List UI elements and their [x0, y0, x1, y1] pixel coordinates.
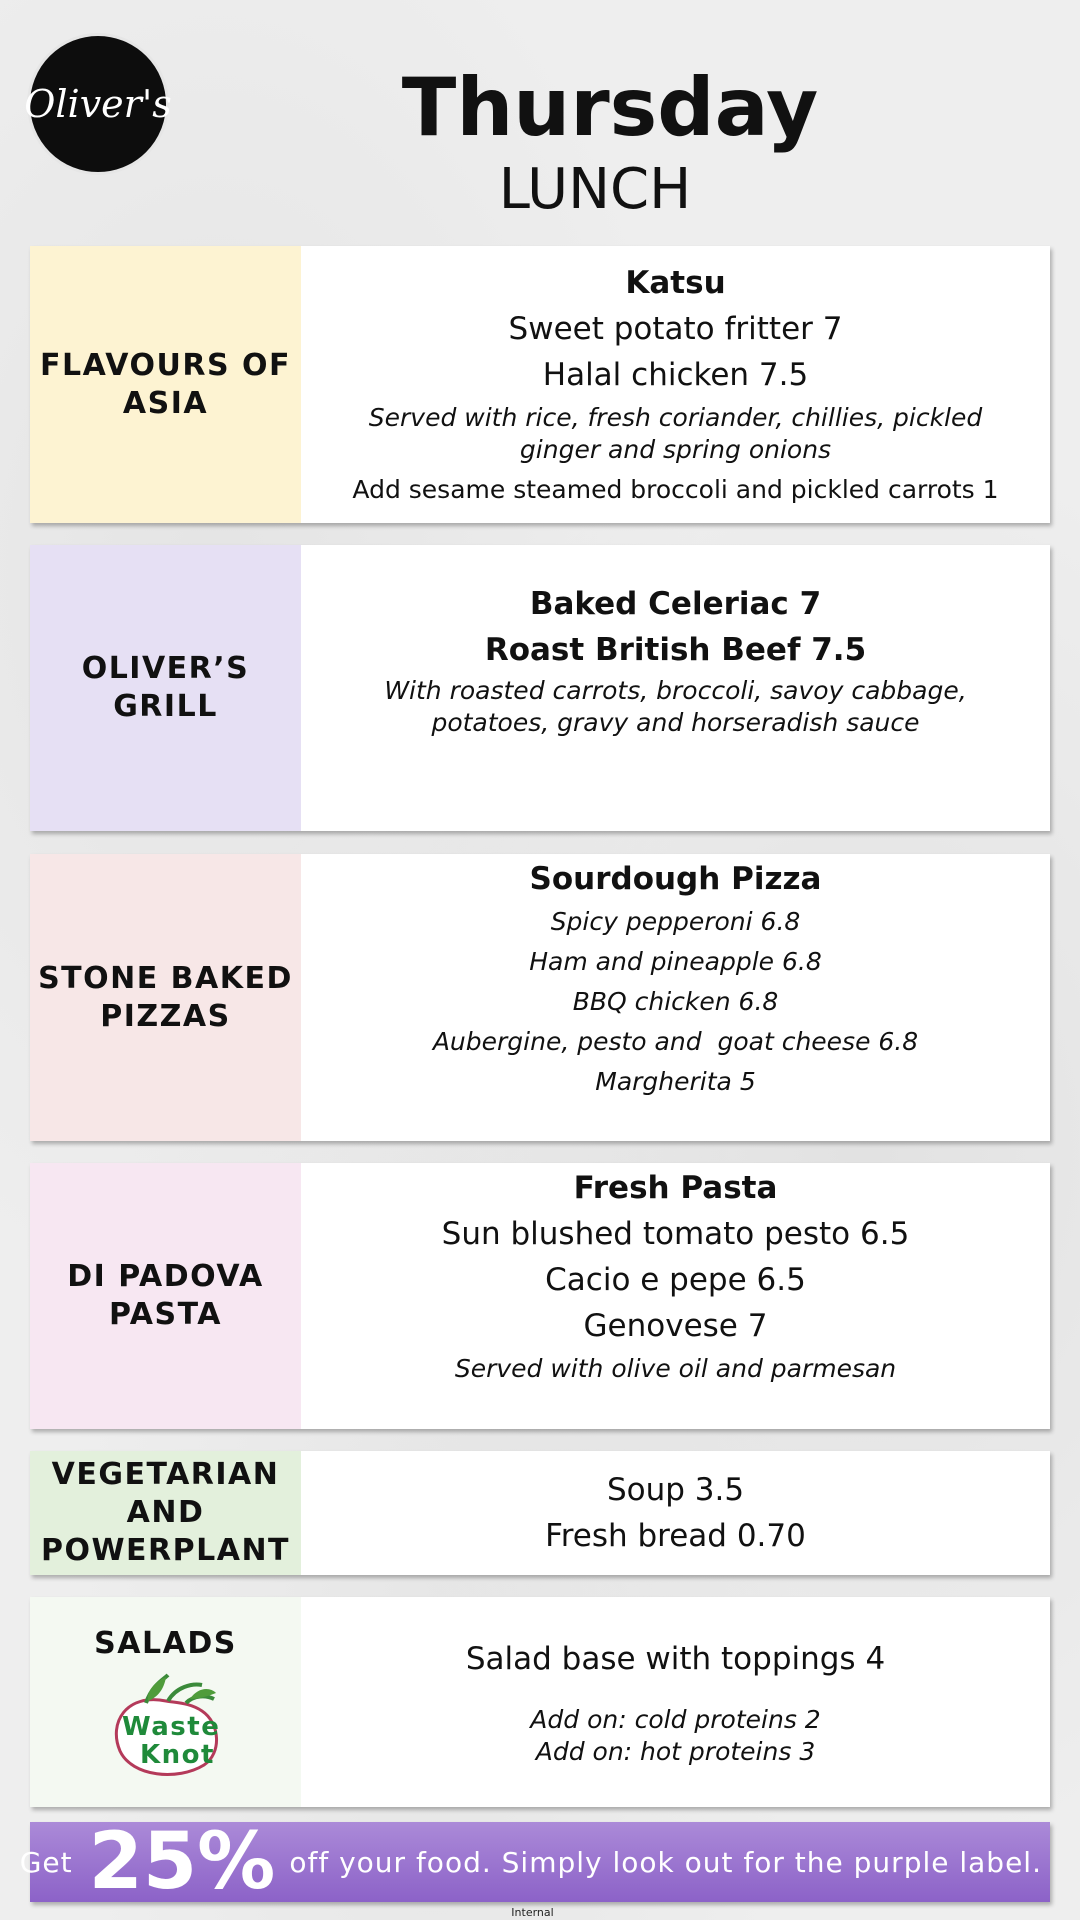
- menu-item: Baked Celeriac 7: [529, 586, 822, 622]
- meal-title: LUNCH: [498, 157, 692, 222]
- olivers-logo: [24, 33, 172, 175]
- section-label: DI PADOVA PASTA: [30, 1163, 301, 1429]
- section-content: [301, 1597, 1050, 1807]
- section-label-wrap: [30, 1597, 301, 1807]
- menu-addon: Add on: cold proteins 2: [530, 1705, 821, 1734]
- promo-banner: [19, 1817, 1050, 1907]
- waste-knot-logo: [106, 1673, 226, 1779]
- svg-text:Waste: Waste: [121, 1712, 220, 1742]
- menu-item: BBQ chicken 6.8: [572, 987, 779, 1016]
- menu-item: Soup 3.5: [606, 1472, 745, 1508]
- promo-percent: 25%: [88, 1817, 276, 1907]
- section-vegetarian-powerplant: [30, 1451, 1050, 1575]
- menu-note: With roasted carrots, broccoli, savoy cabbage, potatoes, gravy and horseradish sauce: [384, 676, 967, 737]
- section-heading: Katsu: [625, 264, 726, 301]
- logo-text: Oliver's: [24, 82, 172, 126]
- section-olivers-grill: [30, 545, 1050, 831]
- section-label: FLAVOURS OF ASIA: [30, 246, 301, 523]
- section-flavours-of-asia: [30, 246, 1050, 523]
- section-salads: [30, 1597, 1050, 1807]
- menu-item: Spicy pepperoni 6.8: [550, 907, 801, 936]
- section-di-padova-pasta: [30, 1163, 1050, 1429]
- menu-item: Sweet potato fritter 7: [508, 310, 843, 347]
- menu-item: Genovese 7: [583, 1308, 768, 1344]
- menu-item: Halal chicken 7.5: [542, 356, 809, 393]
- menu-item: Salad base with toppings 4: [465, 1641, 886, 1677]
- menu-item: Aubergine, pesto and goat cheese 6.8: [432, 1027, 919, 1056]
- section-content: [301, 854, 1050, 1141]
- section-heading: Sourdough Pizza: [529, 861, 822, 897]
- day-title: Thursday: [401, 61, 819, 154]
- section-content: [301, 246, 1050, 523]
- menu-item: Margherita 5: [595, 1067, 756, 1096]
- menu-note: Served with olive oil and parmesan: [454, 1354, 897, 1383]
- promo-text-before: Get: [19, 1845, 73, 1879]
- menu-note: Served with rice, fresh coriander, chillies, pickled ginger and spring onions: [368, 402, 983, 464]
- section-heading: Fresh Pasta: [573, 1170, 778, 1206]
- menu-item: Fresh bread 0.70: [545, 1518, 806, 1554]
- section-content: [301, 1451, 1050, 1575]
- menu-addon: Add on: hot proteins 3: [535, 1737, 816, 1766]
- section-label: VEGETARIAN AND POWERPLANT: [30, 1451, 301, 1575]
- section-content: [301, 545, 1050, 831]
- section-content: [301, 1163, 1050, 1429]
- menu-item: Ham and pineapple 6.8: [529, 947, 822, 976]
- section-label: OLIVER’S GRILL: [30, 545, 301, 831]
- classification-footer: Internal: [511, 1906, 554, 1919]
- menu-item: Sun blushed tomato pesto 6.5: [441, 1216, 910, 1252]
- menu-item: Cacio e pepe 6.5: [545, 1262, 806, 1298]
- menu-addon: Add sesame steamed broccoli and pickled carrots 1: [352, 474, 999, 504]
- promo-text-after: off your food. Simply look out for the purple label.: [289, 1845, 1042, 1879]
- menu-item: Roast British Beef 7.5: [484, 632, 867, 668]
- section-stone-baked-pizzas: [30, 854, 1050, 1141]
- svg-text:Knot: Knot: [139, 1740, 215, 1770]
- section-label: STONE BAKED PIZZAS: [30, 854, 301, 1141]
- section-label: SALADS: [94, 1626, 237, 1661]
